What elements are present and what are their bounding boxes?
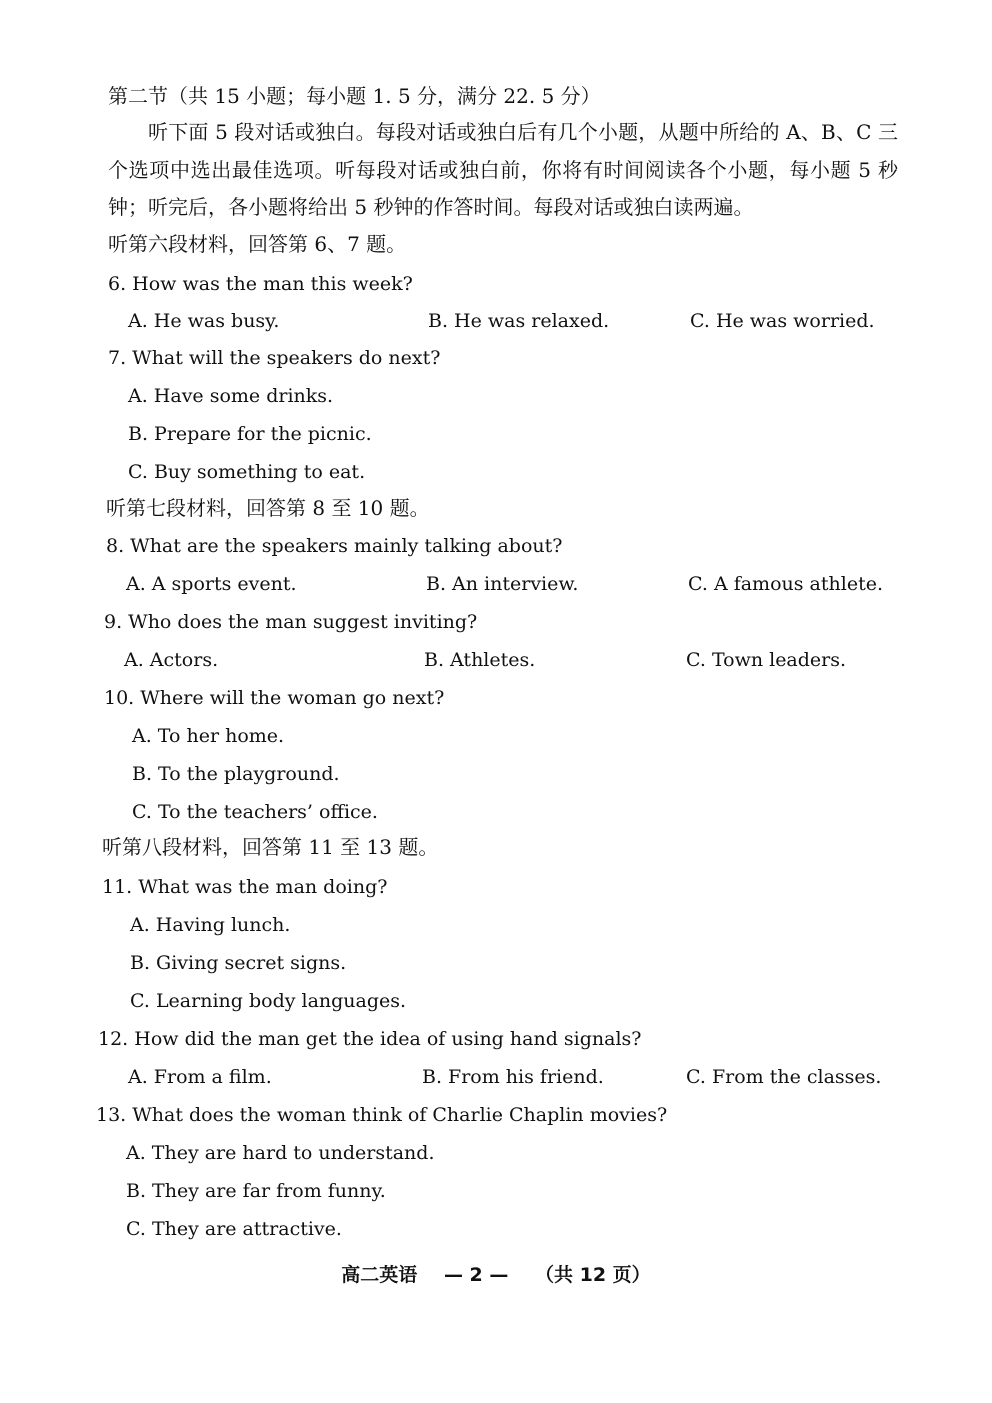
footer-page-number: — 2 — <box>443 1264 509 1286</box>
option: B. To the playground. <box>132 763 340 785</box>
option: A. Having lunch. <box>130 914 291 936</box>
option: C. He was worried. <box>690 310 875 332</box>
option: C. They are attractive. <box>126 1218 342 1240</box>
option: A. He was busy. <box>128 310 280 332</box>
question-stem: 8. What are the speakers mainly talking about? <box>106 535 563 557</box>
option: B. From his friend. <box>422 1066 604 1088</box>
footer-subject: 高二英语 <box>341 1264 418 1286</box>
question-stem: 12. How did the man get the idea of using hand signals? <box>98 1028 642 1050</box>
option: C. Buy something to eat. <box>128 461 366 483</box>
group-intro: 听第七段材料，回答第 8 至 10 题。 <box>106 496 430 520</box>
option: B. He was relaxed. <box>428 310 610 332</box>
question-stem: 7. What will the speakers do next? <box>108 347 441 369</box>
option: B. Giving secret signs. <box>130 952 347 974</box>
group-intro: 听第六段材料，回答第 6、7 题。 <box>108 232 407 256</box>
option: A. They are hard to understand. <box>126 1142 435 1164</box>
option: A. Have some drinks. <box>128 385 334 407</box>
option: C. From the classes. <box>686 1066 882 1088</box>
question-stem: 10. Where will the woman go next? <box>104 687 445 709</box>
option: C. Learning body languages. <box>130 990 407 1012</box>
page-footer <box>0 1260 992 1287</box>
question-stem: 6. How was the man this week? <box>108 273 413 295</box>
option: C. Town leaders. <box>686 649 847 671</box>
option: A. From a film. <box>128 1066 272 1088</box>
option: B. They are far from funny. <box>126 1180 386 1202</box>
option: B. Athletes. <box>424 649 536 671</box>
question-stem: 9. Who does the man suggest inviting? <box>104 611 478 633</box>
option: B. An interview. <box>426 573 579 595</box>
instructions: 听下面 5 段对话或独白。每段对话或独白后有几个小题，从题中所给的 A、B、C 三个选项中选出最佳选项。听每段对话或独白前，你将有时间阅读各个小题，每小题 5 秒钟；听完后，各小题将给出 5 秒钟的作答时间。每段对话或独白读两遍。 <box>108 120 898 219</box>
option: A. A sports event. <box>126 573 297 595</box>
question-stem: 11. What was the man doing? <box>102 876 388 898</box>
group-intro: 听第八段材料，回答第 11 至 13 题。 <box>102 835 439 859</box>
option: B. Prepare for the picnic. <box>128 423 372 445</box>
question-stem: 13. What does the woman think of Charlie Chaplin movies? <box>96 1104 668 1126</box>
option: C. To the teachers’ office. <box>132 801 378 823</box>
footer-total-pages: （共 12 页） <box>535 1264 651 1286</box>
option: A. Actors. <box>124 649 219 671</box>
section-header: 第二节（共 15 小题；每小题 1. 5 分，满分 22. 5 分） <box>108 84 601 108</box>
option: C. A famous athlete. <box>688 573 883 595</box>
option: A. To her home. <box>132 725 285 747</box>
